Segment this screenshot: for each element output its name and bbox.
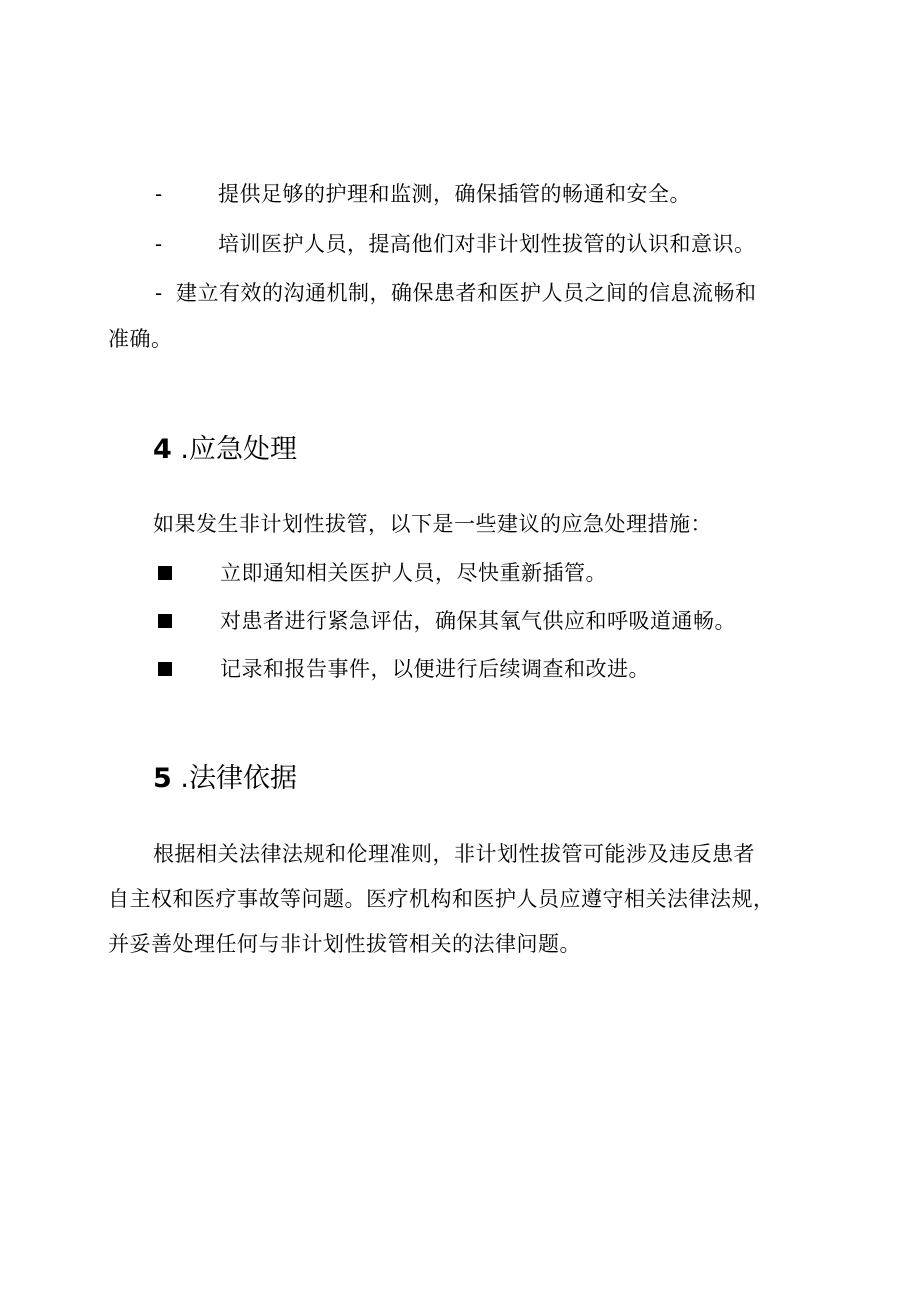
paragraph-line: 并妥善处理任何与非计划性拔管相关的法律问题。 [108,932,581,956]
section-heading [153,762,297,796]
dash-marker: - [155,182,163,206]
section-title: .应急处理 [180,434,297,465]
square-bullet-icon [158,566,172,580]
section-paragraph [108,832,828,967]
square-bullet-icon [158,614,172,628]
bullet-item: 对患者进行紧急评估，确保其氧气供应和呼吸道通畅。 [220,609,736,633]
paragraph-line: 自主权和医疗事故等问题。医疗机构和医护人员应遵守相关法律法规， [108,887,775,911]
section-number: 4 [153,434,172,465]
section-number: 5 [153,763,172,794]
section-intro: 如果发生非计划性拔管，以下是一些建议的应急处理措施： [153,512,712,536]
paragraph-line: 根据相关法律法规和伦理准则，非计划性拔管可能涉及违反患者 [153,842,755,866]
square-bullet-icon [158,662,172,676]
list-item: 培训医护人员，提高他们对非计划性拔管的认识和意识。 [218,232,756,256]
section-heading [153,433,297,467]
dash-marker: - [155,232,163,256]
list-item: 建立有效的沟通机制，确保患者和医护人员之间的信息流畅和 [176,281,757,305]
section-title: .法律依据 [180,763,297,794]
list-item-continuation: 准确。 [108,327,173,351]
dash-marker: - [155,281,163,305]
bullet-item: 立即通知相关医护人员，尽快重新插管。 [220,561,607,585]
bullet-item: 记录和报告事件，以便进行后续调查和改进。 [220,657,650,681]
list-item: 提供足够的护理和监测，确保插管的畅通和安全。 [218,182,691,206]
